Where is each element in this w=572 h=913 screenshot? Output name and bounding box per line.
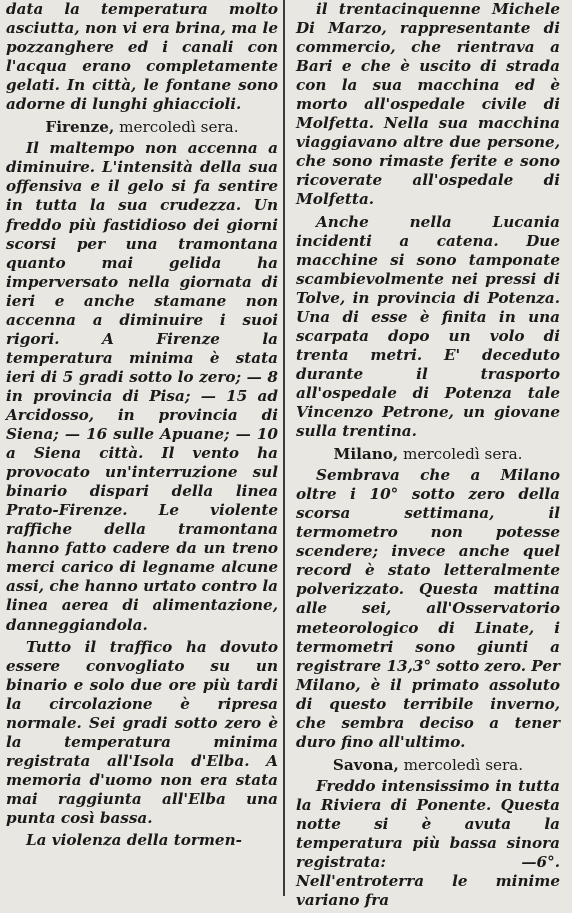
article-paragraph: data la temperatura molto asciutta, non vi era brina, ma le pozzanghere ed i canali con l'acqua erano completamente gelati. In città, le fontane sono adorne di lunghi ghiaccioli. — [6, 0, 278, 114]
right-column — [296, 0, 560, 913]
dateline-city: Milano, — [333, 445, 399, 464]
article-paragraph: Tutto il traffico ha dovuto essere convogliato su un binario e solo due ore più tardi la circolazione è ripresa normale. Sei gradi sotto zero è la temperatura minima registrata all'Isola d'Elba. A memoria d'uomo non era stata mai raggiunta all'Elba una punta così bassa. — [6, 637, 278, 827]
left-column — [6, 0, 278, 853]
dateline-firenze — [6, 118, 278, 137]
article-paragraph: Il maltempo non accenna a diminuire. L'intensità della sua offensiva e il gelo si fa sentire in tutta la sua crudezza. Un freddo più fastidioso dei giorni scorsi per una tramontana quanto mai gelida ha imperversato nella giornata di ieri e anche stamane non accenna a diminuire i suoi rigori. A Firenze la temperatura minima è stata ieri di 5 gradi sotto lo zero; — 8 in provincia di Pisa; — 15 ad Arcidosso, in provincia di Siena; — 16 sulle Apuane; — 10 a Siena città. Il vento ha provocato un'interruzione sul binario dispari della linea Prato-Firenze. Le violente raffiche della tramontana hanno fatto cadere da un treno merci carico di legname alcune assi, che hanno urtato contro la linea aerea di alimentazione, danneggiandola. — [6, 139, 278, 634]
dateline-city: Firenze, — [45, 118, 115, 137]
dateline-milano — [296, 445, 560, 464]
dateline-time: mercoledì sera. — [398, 755, 524, 774]
article-paragraph: il trentacinquenne Michele Di Marzo, rappresentante di commercio, che rientrava a Bari e che è uscito di strada con la sua macchina ed è morto all'ospedale civile di Molfetta. Nella sua macchina viaggiavano altre due persone, che sono rimaste ferite e sono ricoverate all'ospedale di Molfetta. — [296, 0, 560, 209]
article-paragraph: Freddo intensissimo in tutta la Riviera di Ponente. Questa notte si è avuta la temperatura più bassa sinora registrata: —6°. Nell'entroterra le minime variano fra — [296, 776, 560, 910]
dateline-time: mercoledì sera. — [398, 445, 523, 464]
article-paragraph: Anche nella Lucania incidenti a catena. Due macchine si sono tamponate scambievolmente nei pressi di Tolve, in provincia di Potenza. Una di esse è finita in una scarpata dopo un volo di trenta metri. E' deceduto durante il trasporto all'ospedale di Potenza tale Vincenzo Petrone, un giovane sulla trentina. — [296, 212, 560, 441]
column-divider — [283, 0, 285, 896]
article-paragraph: La violenza della tormen- — [26, 831, 242, 850]
dateline-savona — [296, 756, 560, 775]
article-paragraph: Sembrava che a Milano oltre i 10° sotto zero della scorsa settimana, il termometro non potesse scendere; invece anche quel record è stato letteralmente polverizzato. Questa mattina alle sei, all'Osservatorio meteorologico di Linate, i termometri sono giunti a registrare 13,3° sotto zero. Per Milano, è il primato assoluto di questo terribile inverno, che sembra deciso a tener duro fino all'ultimo. — [296, 466, 560, 751]
dateline-city: Savona, — [332, 755, 399, 774]
dateline-time: mercoledì sera. — [114, 118, 239, 137]
